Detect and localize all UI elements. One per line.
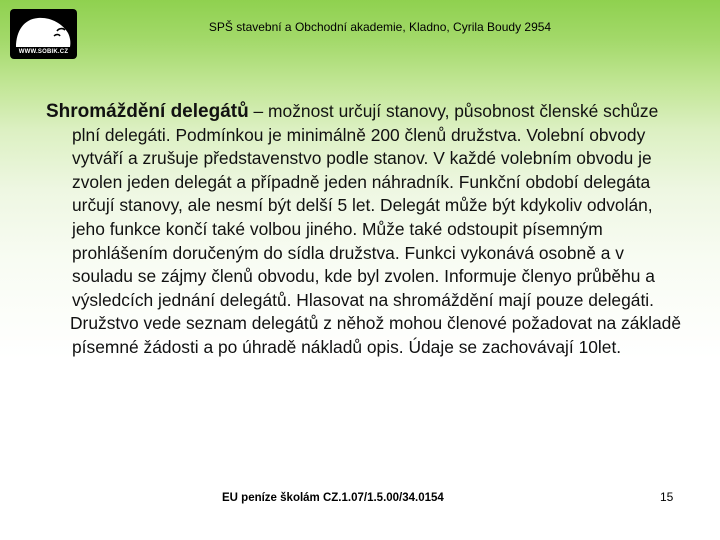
logo-text: WWW.SOBIK.CZ: [18, 49, 69, 55]
heading-term: Shromáždění delegátů: [46, 101, 249, 122]
school-header: SPŠ stavební a Obchodní akademie, Kladno, Cyrila Boudy 2954: [208, 20, 552, 34]
footer-project: EU peníze školám CZ.1.07/1.5.00/34.0154: [222, 492, 444, 504]
paragraph-register: Družstvo vede seznam delegátů z něhož mohou členové požadovat na základě písemné žádosti a po úhradě nákladů opis. Údaje se zachovávají 10let.: [70, 313, 681, 357]
dog-silhouette-icon: [10, 9, 77, 49]
paragraph-assembly-text: – možnost určují stanovy, působnost členské schůze plní delegáti. Podmínkou je minimálně 200 členů družstva. Volební obvody vytváří a zrušuje představenstvo podle stanov. V každé volebním obvodu je zvolen jeden delegát a případně jeden náhradník. Funkční období delegáta určují stanovy, ale nesmí být delší 5 let. Delegát může být kdykoliv odvolán, jeho funkce končí také volbou jiného. Může také odstoupit písemným prohlášením doručeným do sídla družstva. Funkci vykonává osobně a v souladu se zájmy členů obvodu, kde byl zvolen. Informuje členyo průběhu a výsledcích jednání delegátů. Hlasovat na shromáždění mají pouze delegáti.: [72, 101, 659, 310]
school-logo: [10, 9, 77, 59]
page-number: 15: [660, 490, 674, 504]
slide-content: [46, 100, 686, 360]
paragraph-assembly: [46, 100, 686, 312]
